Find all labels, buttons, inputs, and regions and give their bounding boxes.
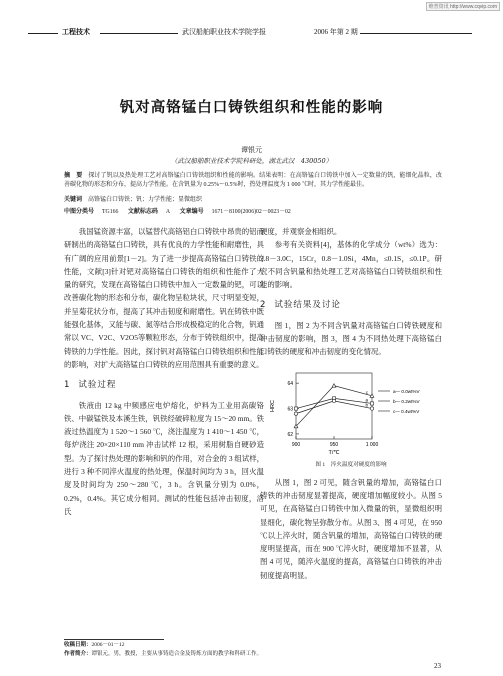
keywords-text: 高铬锰白口铸铁；钒；力学性能；显微组织 bbox=[88, 197, 203, 203]
x-tick-label: 950 bbox=[329, 441, 339, 448]
doc-code-label: 文献标志码 bbox=[127, 208, 158, 215]
footnote-bio bbox=[64, 650, 262, 658]
page-number: 23 bbox=[434, 662, 441, 670]
composition-paragraph: 参考有关资料[4]，基体的化学成分（wt%）选为：2.8－3.0C，15Cr，0.8－1.0Si，4Mn，≤0.1S，≤0.1P。研究不同含钒量和热处理工艺对高铬锰白口铸铁组织和性能的影响。 bbox=[260, 240, 442, 290]
data-point bbox=[370, 402, 373, 405]
article-title: 钒对高铬锰白口铸铁组织和性能的影响 bbox=[119, 100, 384, 116]
intro-paragraph: 我国锰资源丰富，以锰替代高铬铝白口铸铁中昂贵的铝而研制出的高铬锰白口铸铁，具有优良的力学性能和耐磨性，具有广阔的应用前景[1－2]。为了进一步提高高铬锰白口铸铁的性能，文献[3]针对钯对高铬锰白口铸铁的组织和性能作了大量的研究，发现在高铬锰白口铸铁中加入一定数量的钯，可以改善碳化物的形态和分布，碳化物呈粒块状，尺寸明显变短，并呈菊花状分布，提高了其冲击韧度和耐磨性。钒在铸铁中既能强化基体，又能与碳、氮等结合形成极稳定的化合物，钒通常以 VC、V2C、V2O5等颗粒形态，分布于铸铁组织中，提高铸铁的力学性能。因此，探讨钒对高铬锰白口铸铁组织和性能的影响，对扩大高铬锰白口铸铁的应用范围具有重要的意义。 bbox=[64, 227, 264, 369]
abstract bbox=[64, 172, 442, 190]
figure-1 bbox=[260, 367, 460, 459]
y-tick-label: 64 bbox=[287, 380, 293, 387]
section-1-heading bbox=[64, 379, 264, 392]
y-tick-label: 62 bbox=[287, 431, 293, 438]
header-rule-right bbox=[360, 33, 472, 34]
legend-entry: c— 0.4wt%V bbox=[393, 408, 420, 414]
x-tick-label: 900 bbox=[291, 441, 301, 448]
figure-1-caption: 图 1 淬火温度对硬度的影响 bbox=[315, 461, 387, 468]
doc-code-value: A bbox=[165, 209, 171, 215]
section-1-title: 试验过程 bbox=[78, 380, 117, 391]
bio-label: 作者简介： bbox=[64, 651, 92, 657]
results-intro-paragraph: 图 1，图 2 为不同含钒量对高铬锰白口铸铁硬度和冲击韧度的影响，图 3，图 4 为不同热处理下高铬锰白口铸铁的硬度和冲击韧度的变化情况。 bbox=[260, 320, 442, 357]
footnote-received bbox=[64, 641, 125, 649]
section-1-number: 1 bbox=[64, 380, 71, 391]
article-id-label: 文章编号 bbox=[179, 208, 204, 215]
data-point bbox=[370, 407, 373, 410]
header-rule-left bbox=[28, 33, 58, 34]
legend-entry: a— 0.0wt%V bbox=[393, 388, 420, 394]
right-column bbox=[260, 225, 442, 582]
x-axis-label: T/℃ bbox=[328, 449, 340, 456]
bio-text: 谭银元，男，教授，主要从事铸造合金及铸炼方面的教学和科研工作。 bbox=[91, 651, 263, 657]
header-rule-mid bbox=[100, 33, 178, 34]
right-continuation: 硬度，并观察金相组织。 bbox=[260, 227, 342, 236]
received-date: 2006－01－12 bbox=[91, 642, 125, 648]
section-2-heading bbox=[260, 299, 442, 312]
hardness-chart bbox=[260, 367, 442, 459]
header-section: 工程技术 bbox=[62, 28, 90, 36]
curve-label: a bbox=[365, 397, 368, 403]
received-label: 收稿日期： bbox=[64, 642, 92, 648]
data-point bbox=[332, 383, 336, 387]
watermark: 维普资讯 http://www.cqvip.com bbox=[426, 2, 500, 11]
methods-paragraph: 铁液由 12 kg 中频感应电炉熔化，炉料为工业用高碳铬铁、中碳锰铁及本溪生铁，钒铁经破碎粒度为 15～20 mm。铁液过热温度为 1 520～1 560 ℃，浇注温度为 1 410～1 450 ℃，每炉浇注 20×20×110 mm 冲击试样 12 根，采用树脂自硬砂造型。为了探讨热处理的影响和钒的作用，对合金的 3 组试样，进行 3 种不同淬火温度的热处理，保温时间均为 3 h，回火温度及时间均为 250～280 ℃，3 h。含钒量分别为 0.0%，0.2%，0.4%。其它成分相同。测试的性能包括冲击韧度，洛氏 bbox=[64, 400, 264, 516]
data-point bbox=[332, 399, 335, 402]
header-journal: 武汉船舶职业技术学院学报 bbox=[182, 28, 266, 36]
legend-entry: b— 0.2wt%V bbox=[393, 398, 420, 404]
abstract-text: 探讨了钒以及热处理工艺对高铬锰白口铸铁组织和性能的影响。结果表明：在高铬锰白口铸铁中加入一定数量的钒，能细化晶粒，改善碳化物的形态和分布，提高力学性能。在含钒量为 0.25%～0.5%时，热处理温度为 1 000 ℃时，其力学性能最佳。 bbox=[64, 173, 442, 188]
footnote-rule bbox=[64, 639, 164, 640]
y-axis-label: HRC bbox=[270, 399, 276, 412]
author-affiliation: （武汉船舶职业技术学院科研处，湖北武汉 430050） bbox=[170, 157, 333, 165]
keywords bbox=[64, 196, 442, 205]
discussion-paragraph: 从图 1，图 2 可见，随含钒量的增加，高铬锰白口铸铁的冲击韧度显著提高，硬度增加幅度较小。从图 5 可见，在高铬锰白口铸铁中加入微量的钒，显微组织明显细化，碳化物呈弥散分布。从图 3、图 4 可见，在 950 ℃以上淬火时，随含钒量的增加，高铬锰白口铸铁的硬度明显提高，而在 900 ℃淬火时，硬度增加不显著，从图 4 可见，随淬火温度的提高，高铬锰白口铸铁的冲击韧度提高明显。 bbox=[260, 477, 442, 580]
classification-line bbox=[64, 206, 299, 215]
keywords-label: 关键词 bbox=[64, 196, 83, 203]
clc-label: 中图分类号 bbox=[64, 208, 95, 215]
x-tick-label: 1 000 bbox=[365, 441, 379, 448]
author-name: 谭银元 bbox=[241, 146, 262, 154]
section-2-number: 2 bbox=[260, 300, 267, 311]
article-id-value: 1671－8100(2006)02－0023－02 bbox=[211, 209, 291, 215]
abstract-label: 摘 要 bbox=[64, 172, 83, 179]
section-2-title: 试验结果及讨论 bbox=[274, 300, 341, 311]
clc-value: TG166 bbox=[102, 209, 119, 215]
data-point bbox=[294, 407, 297, 410]
y-tick-label: 63 bbox=[287, 406, 293, 413]
curve-label: b bbox=[365, 402, 368, 408]
curve-label: c bbox=[365, 389, 368, 395]
header-issue: 2006 年第 2 期 bbox=[314, 28, 358, 36]
left-column bbox=[64, 225, 267, 518]
data-point bbox=[294, 412, 297, 415]
